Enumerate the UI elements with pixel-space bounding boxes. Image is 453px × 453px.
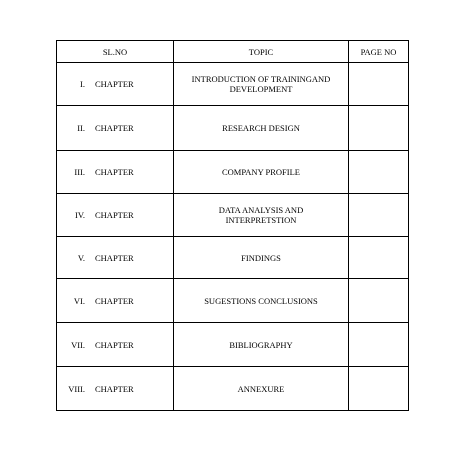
table-row — [57, 237, 409, 279]
chapter-number: III. — [74, 167, 85, 177]
table-row — [57, 151, 409, 194]
header-row — [57, 41, 409, 63]
chapter-label: CHAPTER — [95, 123, 134, 133]
page-no-cell — [349, 367, 409, 411]
header-page-no: PAGE NO — [349, 41, 409, 63]
chapter-number: II. — [77, 123, 85, 133]
table-row — [57, 367, 409, 411]
chapter-label: CHAPTER — [95, 252, 134, 263]
chapter-number: I. — [80, 79, 85, 89]
table-row — [57, 323, 409, 367]
table-row — [57, 194, 409, 237]
chapter-label: CHAPTER — [95, 339, 134, 350]
topic-cell: RESEARCH DESIGN — [174, 106, 349, 151]
table-row — [57, 279, 409, 323]
page-no-cell — [349, 106, 409, 151]
slno-cell — [57, 151, 174, 194]
table-row — [57, 63, 409, 106]
header-topic: TOPIC — [174, 41, 349, 63]
table-of-contents — [56, 40, 409, 411]
chapter-number: IV. — [75, 210, 85, 220]
header-slno: SL.NO — [57, 41, 174, 63]
topic-cell: SUGESTIONS CONCLUSIONS — [174, 279, 349, 323]
chapter-number: VIII. — [68, 383, 85, 394]
chapter-label: CHAPTER — [95, 383, 134, 394]
chapter-label: CHAPTER — [95, 210, 134, 220]
slno-cell — [57, 323, 174, 367]
page-no-cell — [349, 279, 409, 323]
topic-cell: FINDINGS — [174, 237, 349, 279]
page-no-cell — [349, 63, 409, 106]
slno-cell — [57, 279, 174, 323]
chapter-number: VI. — [73, 295, 85, 306]
chapter-number: V. — [77, 252, 85, 263]
chapter-number: VII. — [71, 339, 85, 350]
slno-cell — [57, 367, 174, 411]
topic-cell: DATA ANALYSIS AND INTERPRETSTION — [174, 194, 349, 237]
topic-cell: BIBLIOGRAPHY — [174, 323, 349, 367]
page-no-cell — [349, 323, 409, 367]
slno-cell — [57, 106, 174, 151]
chapter-label: CHAPTER — [95, 79, 134, 89]
page-no-cell — [349, 194, 409, 237]
chapter-label: CHAPTER — [95, 167, 134, 177]
page-no-cell — [349, 237, 409, 279]
slno-cell — [57, 237, 174, 279]
topic-cell: INTRODUCTION OF TRAININGAND DEVELOPMENT — [174, 63, 349, 106]
slno-cell — [57, 63, 174, 106]
topic-cell: ANNEXURE — [174, 367, 349, 411]
page-no-cell — [349, 151, 409, 194]
table-row — [57, 106, 409, 151]
chapter-label: CHAPTER — [95, 295, 134, 306]
topic-cell: COMPANY PROFILE — [174, 151, 349, 194]
slno-cell — [57, 194, 174, 237]
